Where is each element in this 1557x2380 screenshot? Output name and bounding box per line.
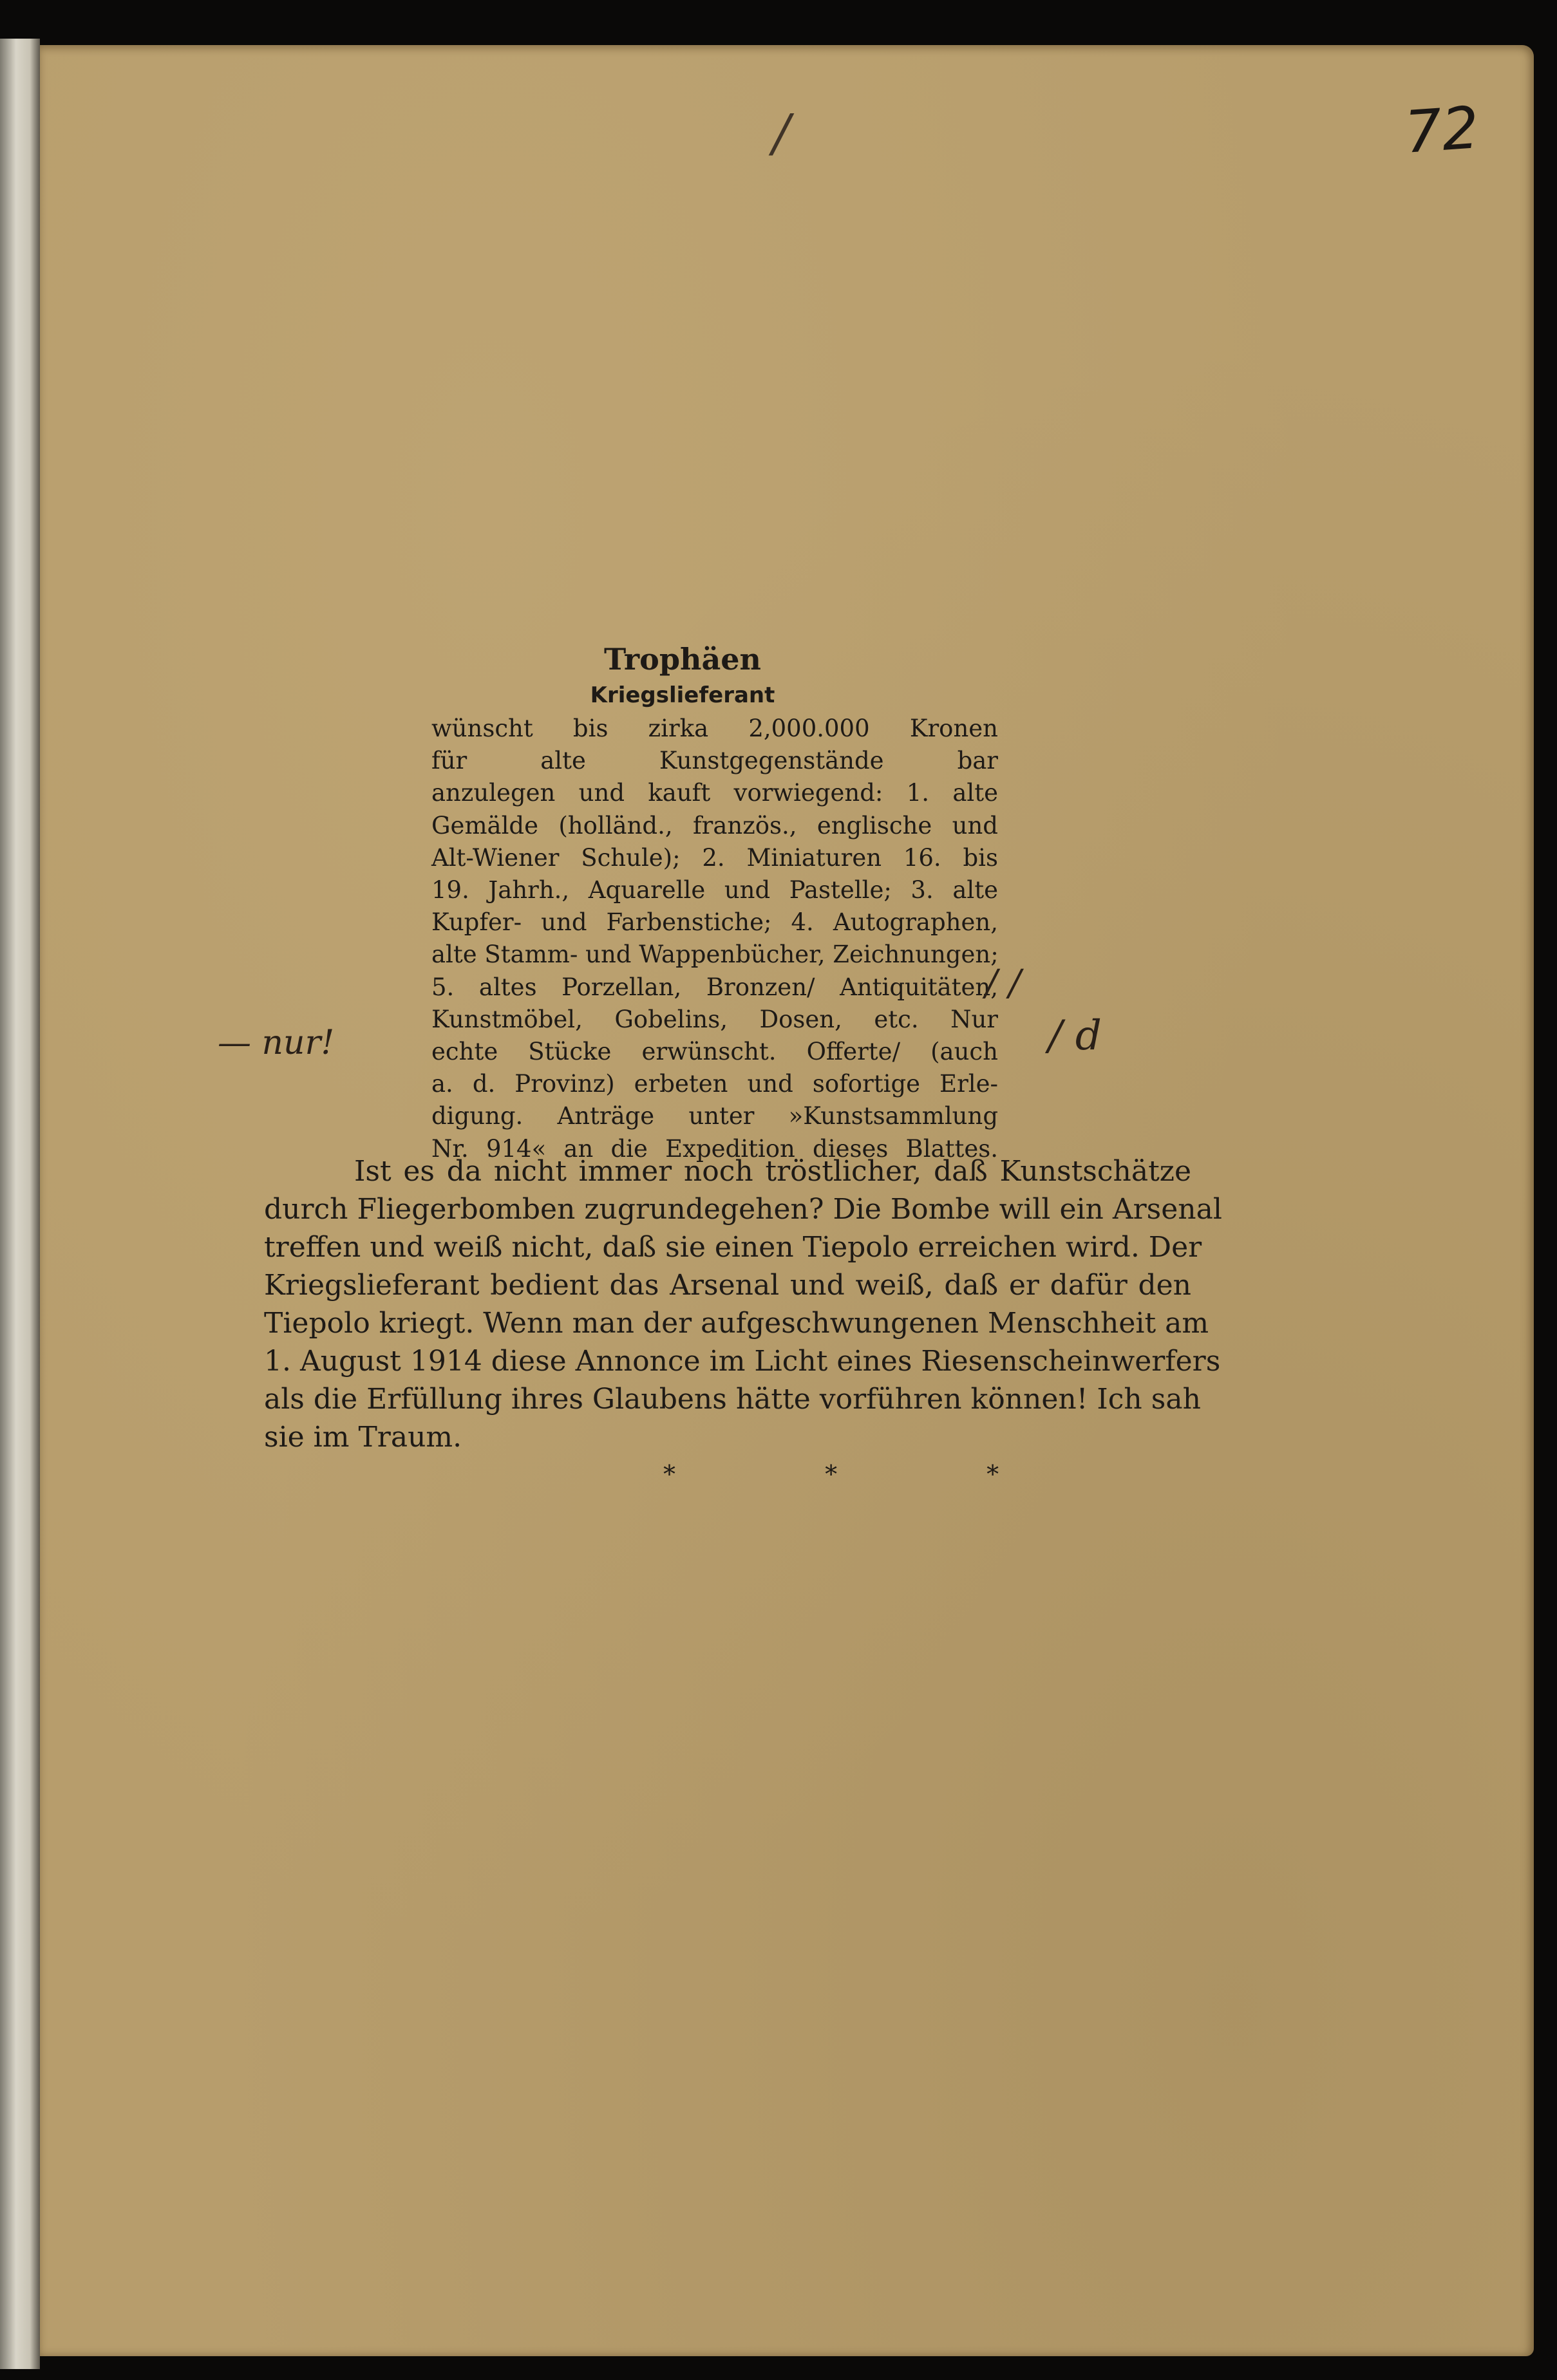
inset-line: Kupfer- und Farbenstiche; 4. Autographen, <box>431 908 998 937</box>
pencil-mark-top: / <box>773 103 790 163</box>
main-paragraph <box>264 1152 1222 1456</box>
paragraph-line: sie im Traum. <box>264 1421 462 1454</box>
handwritten-note-left: — nur! <box>218 1024 335 1062</box>
inset-body <box>431 713 998 1165</box>
inset-line: Gemälde (holländ., französ., englische und <box>431 811 998 839</box>
paragraph-line: treffen und weiß nicht, daß sie einen Tiepolo erreichen wird. Der <box>264 1231 1202 1264</box>
inset-line: a. d. Provinz) erbeten und sofortige Erle- <box>431 1070 998 1098</box>
page-number: 72 <box>1402 94 1482 167</box>
handwritten-note-right: / d <box>1048 1012 1102 1060</box>
advertisement-quote <box>431 641 998 1165</box>
inset-line: Kunstmöbel, Gobelins, Dosen, etc. Nur <box>431 1005 998 1033</box>
section-separator: * * * <box>663 1460 1070 1488</box>
book-binding-edge <box>0 39 40 2369</box>
paragraph-line: durch Fliegerbomben zugrundegehen? Die Bombe will ein Arsenal <box>264 1193 1222 1226</box>
paragraph-line: 1. August 1914 diese Annonce im Licht eines Riesenscheinwerfers <box>264 1345 1221 1378</box>
inset-line: digung. Anträge unter »Kunstsammlung <box>431 1102 998 1130</box>
inset-line: wünscht bis zirka 2,000.000 Kronen <box>431 715 998 742</box>
inset-line: alte Stamm- und Wappenbücher, Zeichnungen; <box>431 941 999 969</box>
pencil-mark-right: / / <box>985 962 1021 1004</box>
inset-line: Alt-Wiener Schule); 2. Miniaturen 16. bis <box>431 843 998 872</box>
inset-title: Trophäen <box>604 642 761 677</box>
inset-line: für alte Kunstgegenstände bar <box>431 747 998 775</box>
paragraph-line: Ist es da nicht immer noch tröstlicher, daß Kunstschätze <box>354 1155 1191 1188</box>
paragraph-line: Tiepolo kriegt. Wenn man der aufgeschwungenen Menschheit am <box>264 1307 1209 1340</box>
paragraph-line: als die Erfüllung ihres Glaubens hätte vorführen können! Ich sah <box>264 1383 1201 1416</box>
inset-line: Nr. 914« an die Expedition dieses Blattes. <box>431 1134 998 1163</box>
inset-line: 5. altes Porzellan, Bronzen/ Antiquitäten, <box>431 973 998 1001</box>
inset-line: 19. Jahrh., Aquarelle und Pastelle; 3. alte <box>431 876 998 904</box>
inset-subtitle: Kriegslieferant <box>590 682 775 708</box>
paragraph-line: Kriegslieferant bedient das Arsenal und weiß, daß er dafür den <box>264 1269 1191 1302</box>
inset-line: echte Stücke erwünscht. Offerte/ (auch <box>431 1038 998 1066</box>
inset-line: anzulegen und kauft vorwiegend: 1. alte <box>431 779 998 807</box>
